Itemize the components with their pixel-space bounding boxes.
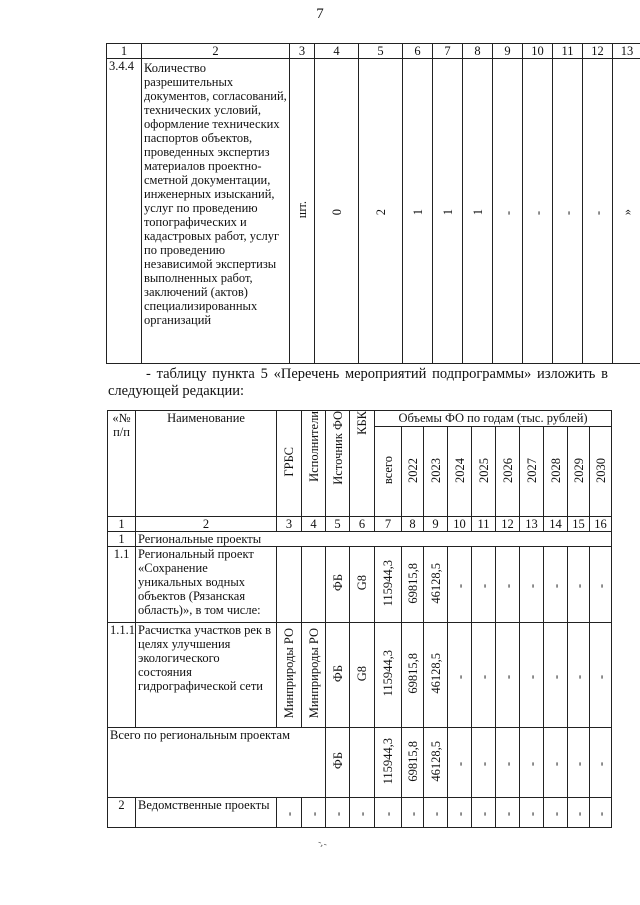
value-cell: 69815,8 bbox=[405, 562, 420, 604]
grbs-cell: Минприроды РО bbox=[282, 628, 296, 719]
header-row bbox=[107, 44, 640, 59]
value-cell: - bbox=[530, 210, 545, 215]
value-cell: - bbox=[548, 762, 563, 767]
col-num: 14 bbox=[544, 517, 568, 532]
row-name: Региональный проект «Сохранение уникальных водных объектов (Рязанская область)», в том числе: bbox=[136, 547, 277, 623]
col-num: 3 bbox=[277, 517, 302, 532]
col-num: 5 bbox=[359, 44, 403, 59]
col-num: 6 bbox=[350, 517, 375, 532]
header-kbk: КБК bbox=[355, 411, 369, 435]
dash-cell: - bbox=[571, 812, 586, 817]
year-header: всего bbox=[381, 455, 395, 485]
value-cell: - bbox=[500, 674, 515, 679]
value-cell: - bbox=[571, 762, 586, 767]
value-cell: 0 bbox=[329, 208, 344, 215]
col-num: 6 bbox=[403, 44, 433, 59]
dash-cell: - bbox=[330, 812, 345, 817]
source-cell: ФБ bbox=[330, 574, 345, 592]
page-number: 7 bbox=[316, 6, 324, 22]
table-row bbox=[107, 59, 640, 364]
source-cell: ФБ bbox=[330, 752, 345, 770]
value-cell: 46128,5 bbox=[428, 653, 443, 694]
dash-cell: - bbox=[355, 812, 369, 817]
col-num: 10 bbox=[448, 517, 472, 532]
row-number: 1.1.1 bbox=[108, 623, 136, 728]
year-header: 2030 bbox=[593, 457, 608, 483]
col-num: 9 bbox=[493, 44, 523, 59]
header-grbs: ГРБС bbox=[282, 447, 296, 477]
col-num: 12 bbox=[583, 44, 613, 59]
col-num: 2 bbox=[136, 517, 277, 532]
value-cell: » bbox=[620, 208, 634, 215]
col-num: 5 bbox=[326, 517, 350, 532]
dash-cell: - bbox=[405, 812, 420, 817]
value-cell: 69815,8 bbox=[405, 653, 420, 694]
value-cell: 115944,3 bbox=[381, 559, 395, 607]
value-cell: - bbox=[500, 584, 515, 589]
dash-cell: - bbox=[548, 812, 563, 817]
total-label: Всего по региональным проектам bbox=[108, 728, 326, 798]
value-cell: - bbox=[571, 584, 586, 589]
value-cell: - bbox=[593, 762, 608, 767]
row-number: 1.1 bbox=[108, 547, 136, 623]
year-header: 2027 bbox=[524, 457, 539, 483]
year-header: 2025 bbox=[476, 457, 491, 483]
header-executors: Исполнители bbox=[306, 411, 321, 482]
value-cell: - bbox=[500, 210, 515, 215]
total-row bbox=[108, 728, 612, 798]
dash-cell: - bbox=[282, 812, 296, 817]
table-row bbox=[108, 623, 612, 728]
col-num: 7 bbox=[375, 517, 402, 532]
value-cell: - bbox=[560, 210, 575, 215]
value-cell: - bbox=[452, 584, 467, 589]
dash-cell: - bbox=[381, 812, 395, 817]
value-cell: - bbox=[593, 674, 608, 679]
section-num: 1 bbox=[108, 532, 136, 547]
section-num: 2 bbox=[108, 798, 136, 828]
col-num: 12 bbox=[496, 517, 520, 532]
kbk-cell: G8 bbox=[355, 665, 369, 682]
value-cell: - bbox=[524, 584, 539, 589]
year-header: 2022 bbox=[405, 457, 420, 483]
value-cell: - bbox=[571, 674, 586, 679]
year-header: 2026 bbox=[500, 457, 515, 483]
section-name: Региональные проекты bbox=[136, 532, 612, 547]
value-cell: 46128,5 bbox=[428, 562, 443, 604]
col-num: 2 bbox=[142, 44, 290, 59]
kbk-cell: G8 bbox=[355, 575, 369, 591]
value-cell: - bbox=[524, 674, 539, 679]
row-description: Количество разрешительных документов, согласований, технических условий, оформление технических паспортов объектов, проведенных экспертиз материалов проектно-сметной документации, инженерных изысканий, услуг по проведению топографических и кадастровых работ, услуг по проведению независимой экспертизы выполненных работ, заключений (актов) специализированных организаций bbox=[142, 59, 290, 364]
measures-table bbox=[107, 410, 612, 828]
col-num: 11 bbox=[553, 44, 583, 59]
executor-cell: Минприроды РО bbox=[306, 628, 321, 719]
header-source: Источник ФО bbox=[330, 411, 345, 485]
table-row bbox=[108, 547, 612, 623]
row-number: 3.4.4 bbox=[107, 59, 142, 364]
value-cell: - bbox=[476, 584, 491, 589]
value-cell: - bbox=[548, 674, 563, 679]
year-header: 2024 bbox=[452, 457, 467, 483]
dash-cell: - bbox=[452, 812, 467, 817]
value-cell: - bbox=[452, 762, 467, 767]
paragraph-text: - таблицу пункта 5 «Перечень мероприятий подпрограммы» изложить в следующей редакции: bbox=[108, 366, 608, 399]
value-cell: 1 bbox=[470, 208, 485, 215]
col-num: 3 bbox=[290, 44, 315, 59]
col-num: 16 bbox=[590, 517, 612, 532]
value-cell: 1 bbox=[410, 208, 425, 215]
value-cell: 2 bbox=[373, 208, 388, 215]
row-name: Расчистка участков рек в целях улучшения экологического состояния гидрографической сети bbox=[136, 623, 277, 728]
value-cell: 46128,5 bbox=[428, 740, 443, 782]
value-cell: - bbox=[524, 762, 539, 767]
margin-scribble: -,- bbox=[316, 836, 329, 851]
unit-cell: шт. bbox=[295, 200, 309, 219]
col-num: 8 bbox=[463, 44, 493, 59]
value-cell: 115944,3 bbox=[381, 650, 395, 697]
col-num: 1 bbox=[108, 517, 136, 532]
dash-cell: - bbox=[524, 812, 539, 817]
header-name: Наименование bbox=[136, 411, 277, 517]
header-num: «№ п/п bbox=[108, 411, 136, 517]
value-cell: - bbox=[476, 762, 491, 767]
year-header: 2023 bbox=[428, 457, 443, 483]
value-cell: - bbox=[476, 674, 491, 679]
col-num: 10 bbox=[523, 44, 553, 59]
dash-cell: - bbox=[428, 812, 443, 817]
value-cell: - bbox=[590, 210, 605, 215]
col-num: 4 bbox=[315, 44, 359, 59]
dash-cell: - bbox=[593, 812, 608, 817]
col-num: 8 bbox=[402, 517, 424, 532]
value-cell: 69815,8 bbox=[405, 740, 420, 782]
dash-cell: - bbox=[500, 812, 515, 817]
value-cell: 115944,3 bbox=[381, 737, 395, 785]
dash-cell: - bbox=[306, 812, 321, 817]
section-row bbox=[108, 532, 612, 547]
col-num: 7 bbox=[433, 44, 463, 59]
value-cell: - bbox=[548, 584, 563, 589]
year-header: 2028 bbox=[548, 457, 563, 483]
column-numbers-row bbox=[108, 517, 612, 532]
col-num: 13 bbox=[520, 517, 544, 532]
value-cell: - bbox=[593, 584, 608, 589]
section-name: Ведомственные проекты bbox=[136, 798, 277, 828]
dash-cell: - bbox=[476, 812, 491, 817]
year-header: 2029 bbox=[571, 457, 586, 483]
value-cell: - bbox=[500, 762, 515, 767]
col-num: 9 bbox=[424, 517, 448, 532]
col-num: 11 bbox=[472, 517, 496, 532]
section-row bbox=[108, 798, 612, 828]
col-num: 1 bbox=[107, 44, 142, 59]
value-cell: - bbox=[452, 674, 467, 679]
instruction-paragraph bbox=[108, 366, 608, 400]
col-num: 4 bbox=[302, 517, 326, 532]
indicators-table bbox=[106, 43, 640, 364]
source-cell: ФБ bbox=[330, 664, 345, 683]
header-volumes: Объемы ФО по годам (тыс. рублей) bbox=[375, 411, 612, 427]
col-num: 15 bbox=[568, 517, 590, 532]
col-num: 13 bbox=[613, 44, 640, 59]
value-cell: 1 bbox=[440, 208, 455, 215]
